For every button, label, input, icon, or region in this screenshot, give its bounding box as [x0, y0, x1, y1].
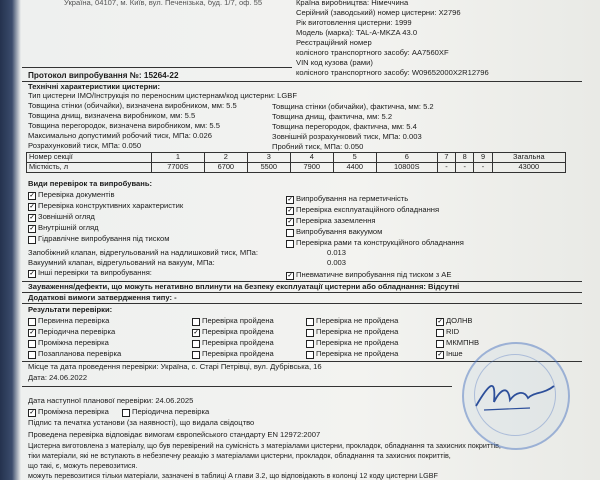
- passed-label: Перевірка пройдена: [202, 338, 274, 347]
- tank-type: Тип цистерни IMO/Інструкція по переносним цистернам/код цистерни: LGBF: [28, 91, 297, 100]
- next-inspection-date: Дата наступної планової перевірки: 24.06.2025: [28, 396, 194, 405]
- checkbox-intermediate[interactable]: [28, 340, 36, 348]
- checkbox-internal[interactable]: [28, 225, 36, 233]
- inspection-place: Місце та дата проведення перевірки: Україна, с. Старі Петрівці, вул. Дубрівська, 16: [28, 362, 322, 371]
- code-label: ДОЛНВ: [446, 316, 473, 325]
- check-label: Перевірка експлуатаційного обладнання: [296, 205, 440, 214]
- extra-requirements: Додаткові вимоги затвердження типу: -: [28, 293, 177, 302]
- table-cell: Загальна: [492, 153, 565, 163]
- divider: [22, 386, 452, 387]
- checkbox-external[interactable]: [28, 214, 36, 222]
- vacuum-valve-label: Вакуумний клапан, відрегульований на вакуум, МПа:: [28, 258, 215, 267]
- wall-thickness-mfr: Товщина стінки (обичайки), визначена виробником, мм: 5.5: [28, 101, 237, 110]
- table-cell: 8: [456, 153, 474, 163]
- code-label: RID: [446, 327, 460, 336]
- check-label: Перевірка конструктивних характеристик: [38, 201, 184, 210]
- checkbox-failed[interactable]: [306, 329, 314, 337]
- checkbox-frame[interactable]: [286, 240, 294, 248]
- safety-valve-value: 0.013: [327, 248, 347, 257]
- table-cell: 2: [204, 153, 247, 163]
- table-cell: 7900: [290, 163, 333, 173]
- table-cell: 10800S: [376, 163, 437, 173]
- header-serial: Серійний (заводський) номер цистерни: X2796: [296, 8, 461, 17]
- checkbox-imdg[interactable]: [436, 340, 444, 348]
- header-country: Країна виробництва: Німеччина: [296, 0, 409, 7]
- table-cell: 1: [152, 153, 205, 163]
- header-vin: колісного транспортного засобу: W09652000X2R12796: [296, 68, 489, 77]
- test-pressure: Пробний тиск, МПа: 0.050: [272, 142, 364, 151]
- checkbox-documents[interactable]: [28, 192, 36, 200]
- passed-label: Перевірка пройдена: [202, 349, 274, 358]
- sections-table: [26, 152, 566, 173]
- header-model: Модель (марка): TAL-A-MKZA 43.0: [296, 28, 418, 37]
- passed-label: Перевірка пройдена: [202, 316, 274, 325]
- passed-label: Перевірка пройдена: [202, 327, 274, 336]
- max-working-pressure: Максимально допустимий робочий тиск, МПа: 0.026: [28, 131, 212, 140]
- check-label: Гідравлічне випробування під тиском: [38, 234, 170, 243]
- external-pressure: Зовнішній розрахунковий тиск, МПа: 0.003: [272, 132, 422, 141]
- checkbox-unscheduled[interactable]: [28, 351, 36, 359]
- checkbox-next-intermediate[interactable]: [28, 409, 36, 417]
- inspection-certificate-document: [22, 0, 582, 480]
- note-line: Цистерна виготовлена з матеріалу, що був перевірений на сумісність з матеріалами цистерни, прокладок, обладнання та захисних покриттів,: [28, 441, 501, 450]
- header-address: Україна, 04107, м. Київ, вул. Печенізька, буд. 1/7, оф. 55: [64, 0, 263, 7]
- code-label: МКМПНВ: [446, 338, 480, 347]
- header-year: Рік виготовлення цистерни: 1999: [296, 18, 412, 27]
- checkbox-failed[interactable]: [306, 340, 314, 348]
- code-label: Інше: [446, 349, 463, 358]
- table-cell: 4400: [333, 163, 376, 173]
- table-cell: -: [437, 163, 455, 173]
- check-label: Перевірка документів: [38, 190, 115, 199]
- table-row: [27, 153, 566, 163]
- table-cell: Місткість, л: [27, 163, 152, 173]
- note-line: можуть перевозитися тільки матеріали, зазначені в таблиці А глави 3.2, що відповідають в колонці 12 коду цистерни LGBF: [28, 471, 438, 480]
- inspection-date: Дата: 24.06.2022: [28, 373, 88, 382]
- checkbox-failed[interactable]: [306, 351, 314, 359]
- signature-label: Підпис та печатка установи (за наявності), що видала свідоцтво: [28, 418, 255, 427]
- table-cell: 4: [290, 153, 333, 163]
- checkbox-adr[interactable]: [436, 318, 444, 326]
- table-row: [27, 163, 566, 173]
- header-reg-label: Реєстраційний номер: [296, 38, 372, 47]
- results-heading: Результати перевірки:: [28, 305, 113, 314]
- table-cell: -: [474, 163, 492, 173]
- checkbox-passed[interactable]: [192, 329, 200, 337]
- failed-label: Перевірка не пройдена: [316, 327, 399, 336]
- checkbox-vacuum[interactable]: [286, 229, 294, 237]
- header-vin-label: VIN код кузова (рами): [296, 58, 373, 67]
- checkbox-pneumatic[interactable]: [286, 272, 294, 280]
- checkbox-leak-test[interactable]: [286, 196, 294, 204]
- checkbox-passed[interactable]: [192, 318, 200, 326]
- result-type-label: Проміжна перевірка: [38, 338, 109, 347]
- table-cell: 7: [437, 153, 455, 163]
- checkbox-rid[interactable]: [436, 329, 444, 337]
- protocol-title: Протокол випробування №: 15264-22: [28, 71, 179, 80]
- note-line: що такі, є, можуть перевозитися.: [28, 461, 138, 470]
- checkbox-initial[interactable]: [28, 318, 36, 326]
- wall-thickness-fact: Товщина стінки (обичайки), фактична, мм: 5.2: [272, 102, 434, 111]
- result-type-label: Первинна перевірка: [38, 316, 110, 325]
- divider: [22, 67, 292, 68]
- safety-valve-label: Запобіжний клапан, відрегульований на надлишковий тиск, МПа:: [28, 248, 259, 257]
- table-cell: Номер секції: [27, 153, 152, 163]
- checkbox-passed[interactable]: [192, 351, 200, 359]
- checkbox-equipment[interactable]: [286, 207, 294, 215]
- table-cell: -: [456, 163, 474, 173]
- partition-thickness-fact: Товщина перегородок, фактична, мм: 5.4: [272, 122, 417, 131]
- standard-compliance: Проведена перевірка відповідає вимогам європейського стандарту EN 12972:2007: [28, 430, 321, 439]
- checkbox-failed[interactable]: [306, 318, 314, 326]
- bottom-thickness-fact: Товщина днищ, фактична, мм: 5.2: [272, 112, 393, 121]
- pneumatic-label: Пневматичне випробування під тиском з АЕ: [296, 270, 452, 279]
- table-cell: 6700: [204, 163, 247, 173]
- next-intermediate-label: Проміжна перевірка: [38, 407, 109, 416]
- checkbox-other-code[interactable]: [436, 351, 444, 359]
- signature-mark: [470, 372, 560, 422]
- defects-remarks: Зауваження/дефекти, що можуть негативно вплинути на безпеку експлуатації цистерни або обладнання: Відсутні: [28, 282, 460, 291]
- calc-pressure: Розрахунковий тиск, МПа: 0.050: [28, 141, 142, 150]
- table-cell: 43000: [492, 163, 565, 173]
- divider: [22, 303, 582, 304]
- checkbox-other[interactable]: [28, 270, 36, 278]
- checkbox-passed[interactable]: [192, 340, 200, 348]
- failed-label: Перевірка не пройдена: [316, 338, 399, 347]
- checks-heading: Види перевірок та випробувань:: [28, 179, 153, 188]
- check-label: Зовнішній огляд: [38, 212, 95, 221]
- result-type-label: Позапланова перевірка: [38, 349, 122, 358]
- specs-heading: Технічні характеристики цистерни:: [28, 82, 160, 91]
- vacuum-valve-value: 0.003: [327, 258, 347, 267]
- table-cell: 5500: [247, 163, 290, 173]
- header-reg-number: колісного транспортного засобу: AA7560XF: [296, 48, 449, 57]
- check-label: Випробування на герметичність: [296, 194, 409, 203]
- check-label: Внутрішній огляд: [38, 223, 99, 232]
- checkbox-periodic[interactable]: [28, 329, 36, 337]
- table-cell: 3: [247, 153, 290, 163]
- checkbox-hydraulic[interactable]: [28, 236, 36, 244]
- bottom-thickness-mfr: Товщина днищ, визначена виробником, мм: 5.5: [28, 111, 196, 120]
- check-label: Перевірка заземлення: [296, 216, 376, 225]
- partition-thickness-mfr: Товщина перегородок, визначена виробником, мм: 5.5: [28, 121, 220, 130]
- next-periodic-label: Періодична перевірка: [132, 407, 210, 416]
- checkbox-grounding[interactable]: [286, 218, 294, 226]
- table-cell: 9: [474, 153, 492, 163]
- checkbox-design[interactable]: [28, 203, 36, 211]
- check-label: Перевірка рами та конструкційного обладнання: [296, 238, 464, 247]
- other-checks-label: Інші перевірки та випробування:: [38, 268, 152, 277]
- table-cell: 7700S: [152, 163, 205, 173]
- failed-label: Перевірка не пройдена: [316, 316, 399, 325]
- table-cell: 5: [333, 153, 376, 163]
- note-line: тіки матеріали, які не вступають в небезпечну реакцію з матеріалами цистерни, прокладок, обладнання та захисних покриттів,: [28, 451, 451, 460]
- checkbox-next-periodic[interactable]: [122, 409, 130, 417]
- check-label: Випробування вакуумом: [296, 227, 383, 236]
- failed-label: Перевірка не пройдена: [316, 349, 399, 358]
- table-cell: 6: [376, 153, 437, 163]
- result-type-label: Періодична перевірка: [38, 327, 116, 336]
